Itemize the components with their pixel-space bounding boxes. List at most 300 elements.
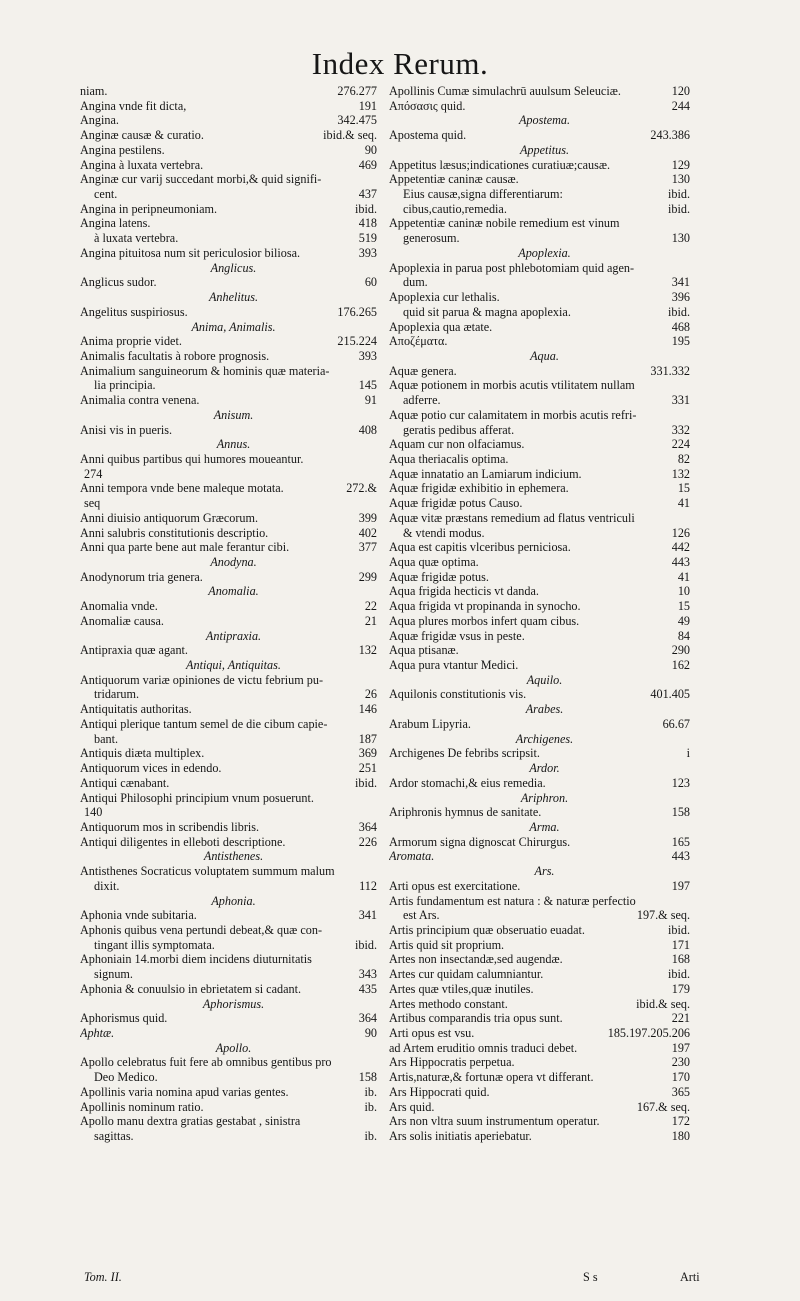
index-entry-continuation <box>389 526 690 541</box>
index-entry <box>80 393 377 408</box>
entry-label: Ars quid. <box>389 1099 435 1114</box>
entry-page-ref: ibid. <box>667 967 690 982</box>
index-entry <box>389 1026 690 1041</box>
index-entry <box>389 923 690 938</box>
heading-label: Ars. <box>534 864 555 879</box>
index-entry <box>389 1129 690 1144</box>
index-heading <box>389 349 690 364</box>
index-entry <box>80 540 377 555</box>
entry-label: Angelitus suspiriosus. <box>80 304 188 319</box>
index-entry <box>389 1100 690 1115</box>
index-entry <box>389 158 690 173</box>
entry-label: Apollo celebratus fuit fere ab omnibus gentibus pro <box>80 1055 332 1070</box>
entry-page-ref: 215.224 <box>337 334 377 349</box>
entry-page-ref: 132 <box>671 466 690 481</box>
entry-page-ref: 172 <box>671 1114 690 1129</box>
heading-label: Apoplexia. <box>518 245 571 260</box>
entry-page-ref: ibid. <box>667 304 690 319</box>
index-entry <box>389 997 690 1012</box>
entry-page-ref: 331 <box>671 393 690 408</box>
entry-page-ref: 399 <box>358 510 377 525</box>
index-entry <box>389 1085 690 1100</box>
index-entry <box>389 614 690 629</box>
index-heading <box>389 791 690 806</box>
index-entry <box>389 599 690 614</box>
entry-label: Aquæ frigidæ exhibitio in ephemera. <box>389 481 569 496</box>
entry-page-ref: 187 <box>358 731 377 746</box>
index-heading <box>389 732 690 747</box>
entry-page-ref: 331.332 <box>650 363 690 378</box>
entry-label: Aphonia vnde subitaria. <box>80 908 197 923</box>
index-entry <box>80 761 377 776</box>
entry-page-ref: ibid. <box>354 937 377 952</box>
entry-label: Apoplexia cur lethalis. <box>389 290 500 305</box>
heading-label: Aqua. <box>530 348 559 363</box>
index-entry-continuation <box>80 687 377 702</box>
entry-page-ref: 49 <box>677 613 690 628</box>
entry-page-ref: 197 <box>671 1040 690 1055</box>
entry-label: Aquæ frigidæ vsus in peste. <box>389 628 525 643</box>
entry-label: quid sit parua & magna apoplexia. <box>403 304 571 319</box>
entry-page-ref: 84 <box>677 628 690 643</box>
index-entry <box>80 511 377 526</box>
index-heading <box>389 113 690 128</box>
index-entry <box>389 746 690 761</box>
entry-label: Artis fundamentum est natura : & naturæ perfectio <box>389 893 636 908</box>
index-entry <box>389 437 690 452</box>
entry-label: Ardor stomachi,& eius remedia. <box>389 775 546 790</box>
entry-label: Aqua plures morbos infert quam cibus. <box>389 613 580 628</box>
index-entry <box>80 776 377 791</box>
index-entry <box>389 835 690 850</box>
index-heading <box>80 555 377 570</box>
index-entry <box>80 1055 377 1070</box>
index-entry <box>80 835 377 850</box>
index-entry <box>80 526 377 541</box>
index-heading <box>389 702 690 717</box>
index-entry <box>80 702 377 717</box>
index-entry <box>80 158 377 173</box>
heading-label: Anhelitus. <box>208 290 259 305</box>
entry-page-ref: 290 <box>671 643 690 658</box>
entry-label: Animalis facultatis à robore prognosis. <box>80 348 270 363</box>
entry-page-ref: 197.& seq. <box>636 908 690 923</box>
entry-page-ref: 299 <box>358 569 377 584</box>
index-entry-continuation <box>389 202 690 217</box>
heading-label: Ardor. <box>529 761 560 776</box>
heading-label: Aphorismus. <box>202 996 265 1011</box>
entry-page-ref: 171 <box>671 937 690 952</box>
heading-label: Antisthenes. <box>203 849 264 864</box>
entry-page-ref: 162 <box>671 658 690 673</box>
entry-page-ref: 468 <box>671 319 690 334</box>
entry-page-ref: 129 <box>671 157 690 172</box>
index-entry <box>389 658 690 673</box>
heading-label: Anima, Animalis. <box>191 319 276 334</box>
index-heading <box>80 997 377 1012</box>
signature-mark: S s <box>583 1270 598 1284</box>
index-entry-continuation <box>80 1070 377 1085</box>
entry-page-ref: 244 <box>671 98 690 113</box>
entry-page-ref: 332 <box>671 422 690 437</box>
index-entry <box>80 599 377 614</box>
entry-label: Artis quid sit proprium. <box>389 937 505 952</box>
entry-label: à luxata vertebra. <box>94 231 179 246</box>
index-entry <box>389 570 690 585</box>
index-entry <box>389 172 690 187</box>
entry-label: Angina pituitosa num sit periculosior biliosa. <box>80 245 301 260</box>
entry-page-ref: 437 <box>358 187 377 202</box>
heading-label: Ariphron. <box>520 790 569 805</box>
index-entry <box>389 334 690 349</box>
entry-label: Aquæ innatatio an Lamiarum indicium. <box>389 466 582 481</box>
index-entry-continuation <box>389 393 690 408</box>
entry-label: Anginæ causæ & curatio. <box>80 128 204 143</box>
index-entry-continuation <box>80 938 377 953</box>
entry-label: Aquæ vitæ præstans remedium ad flatus ventriculi <box>389 510 635 525</box>
entry-label: Angina pestilens. <box>80 142 165 157</box>
index-entry-continuation <box>389 908 690 923</box>
entry-page-ref: 145 <box>358 378 377 393</box>
entry-page-ref: 170 <box>671 1070 690 1085</box>
index-entry <box>80 202 377 217</box>
index-entry <box>389 629 690 644</box>
index-heading <box>389 761 690 776</box>
entry-page-ref: 224 <box>671 437 690 452</box>
entry-page-ref: 418 <box>358 216 377 231</box>
index-entry <box>80 908 377 923</box>
entry-page-ref: 243.386 <box>650 128 690 143</box>
entry-label: Aphoniain 14.morbi diem incidens diuturnitatis <box>80 952 312 967</box>
entry-label: lia principia. <box>94 378 156 393</box>
index-heading <box>80 894 377 909</box>
entry-label: Aqua est capitis vlceribus perniciosa. <box>389 540 571 555</box>
index-entry <box>80 364 377 379</box>
index-entry <box>80 423 377 438</box>
index-entry <box>389 1055 690 1070</box>
entry-label: signum. <box>94 967 133 982</box>
entry-label: Deo Medico. <box>94 1070 158 1085</box>
entry-label: Aqua quæ optima. <box>389 555 479 569</box>
index-entry <box>80 1100 377 1115</box>
entry-page-ref: 402 <box>358 525 377 540</box>
index-entry-continuation <box>80 378 377 393</box>
entry-label: tridarum. <box>94 687 140 702</box>
index-entry <box>80 452 377 467</box>
entry-page-ref: 226 <box>358 834 377 849</box>
entry-label: Aquæ frigidæ potus. <box>389 569 489 584</box>
index-entry <box>80 349 377 364</box>
entry-page-ref: 364 <box>358 1011 377 1026</box>
entry-label: Anni salubris constitutionis descriptio. <box>80 525 269 540</box>
entry-page-ref: 369 <box>358 746 377 761</box>
index-entry <box>389 879 690 894</box>
entry-label: Aqua frigida vt propinanda in synocho. <box>389 599 581 614</box>
index-entry <box>389 717 690 732</box>
heading-label: Arabes. <box>525 702 564 717</box>
entry-label: Artes quæ vtiles,quæ inutiles. <box>389 981 534 996</box>
entry-page-ref: ib. <box>364 1129 377 1144</box>
entry-label: Artes non insectandæ,sed augendæ. <box>389 952 563 967</box>
index-entry-continuation <box>80 967 377 982</box>
entry-label: niam. <box>80 84 108 98</box>
entry-label: Antiquorum vices in edendo. <box>80 761 222 776</box>
index-entry <box>389 320 690 335</box>
entry-label: Aqua frigida hecticis vt danda. <box>389 584 539 599</box>
entry-page-ref: 408 <box>358 422 377 437</box>
entry-label: Aquæ frigidæ potus Causo. <box>389 496 523 511</box>
entry-page-ref: 112 <box>359 878 377 893</box>
index-entry <box>389 687 690 702</box>
heading-label: Archigenes. <box>515 731 574 746</box>
index-entry <box>389 408 690 423</box>
entry-label: ad Artem eruditio omnis traduci debet. <box>389 1040 578 1055</box>
index-entry <box>389 84 690 99</box>
entry-page-ref: 469 <box>358 157 377 172</box>
heading-label: Apollo. <box>215 1040 252 1055</box>
index-heading <box>80 1041 377 1056</box>
heading-label: Annus. <box>216 437 251 452</box>
entry-page-ref: 443 <box>671 849 690 864</box>
entry-page-ref: 377 <box>358 540 377 555</box>
entry-label: Aquilonis constitutionis vis. <box>389 687 527 702</box>
index-entry <box>80 982 377 997</box>
heading-label: Anomalia. <box>208 584 259 599</box>
index-entry <box>389 1070 690 1085</box>
index-heading <box>80 584 377 599</box>
entry-label: Eius causæ,signa differentiarum: <box>403 187 563 202</box>
entry-label: sagittas. <box>94 1129 134 1144</box>
index-entry <box>389 1114 690 1129</box>
index-heading <box>389 820 690 835</box>
entry-page-ref: 41 <box>677 569 690 584</box>
entry-label: Antisthenes Socraticus voluptatem summum malum <box>80 864 335 879</box>
entry-label: Antiqui cænabant. <box>80 775 170 790</box>
entry-page-ref: 82 <box>677 451 690 466</box>
entry-page-ref: 90 <box>364 1026 377 1040</box>
entry-label: Animalium sanguineorum & hominis quæ materia- <box>80 363 330 378</box>
index-entry <box>389 481 690 496</box>
entry-label: Aromata. <box>389 849 435 864</box>
index-entry <box>80 99 377 114</box>
volume-label: Tom. II. <box>84 1270 122 1284</box>
entry-page-ref: 158 <box>671 805 690 820</box>
entry-label: generosum. <box>403 231 460 246</box>
entry-label: Aquam cur non olfaciamus. <box>389 437 525 452</box>
entry-label: Artis,naturæ,& fortunæ opera vt differant. <box>389 1070 594 1085</box>
entry-page-ref: 21 <box>364 613 377 628</box>
entry-label: Anglicus sudor. <box>80 275 157 290</box>
entry-page-ref: 342.475 <box>337 113 377 128</box>
entry-page-ref: 272.& <box>346 481 377 496</box>
entry-label: Artes cur quidam calumniantur. <box>389 967 544 982</box>
index-heading <box>80 629 377 644</box>
index-entry-continuation <box>80 231 377 246</box>
entry-page-ref: 185.197.205.206 <box>607 1026 690 1040</box>
index-continuation-text: 140 <box>84 805 103 820</box>
index-entry <box>389 894 690 909</box>
entry-label: & vtendi modus. <box>403 525 485 540</box>
entry-label: Apollo manu dextra gratias gestabat , sinistra <box>80 1114 301 1129</box>
index-entry <box>389 364 690 379</box>
index-entry <box>80 952 377 967</box>
index-heading <box>80 658 377 673</box>
heading-label: Anodyna. <box>210 555 257 569</box>
index-entry <box>389 378 690 393</box>
entry-page-ref: 41 <box>677 496 690 511</box>
entry-label: cent. <box>94 187 118 202</box>
entry-page-ref: 251 <box>358 761 377 776</box>
entry-page-ref: ibid. <box>354 775 377 790</box>
entry-page-ref: ibid. <box>667 922 690 937</box>
index-entry <box>389 216 690 231</box>
index-entry <box>389 1041 690 1056</box>
entry-label: Apollinis nominum ratio. <box>80 1099 204 1114</box>
entry-page-ref: 130 <box>671 172 690 187</box>
index-entry <box>80 334 377 349</box>
index-entry <box>389 982 690 997</box>
entry-label: Apollinis Cumæ simulachrū auulsum Seleuciæ. <box>389 84 621 98</box>
index-entry <box>80 746 377 761</box>
entry-page-ref: 393 <box>358 245 377 260</box>
entry-label: Ars solis initiatis aperiebatur. <box>389 1129 532 1144</box>
entry-label: Appetentiæ caninæ causæ. <box>389 172 519 187</box>
index-column-left <box>80 84 377 1144</box>
index-entry <box>80 820 377 835</box>
entry-label: Aqua theriacalis optima. <box>389 451 509 466</box>
entry-page-ref: 167.& seq. <box>636 1099 690 1114</box>
entry-label: Appetitus læsus;indicationes curatiuæ;causæ. <box>389 157 611 172</box>
entry-label: Αποζέματα. <box>389 334 448 349</box>
index-entry <box>80 643 377 658</box>
entry-label: Antiqui diligentes in elleboti descriptione. <box>80 834 286 849</box>
index-heading <box>389 673 690 688</box>
heading-label: Antiqui, Antiquitas. <box>186 658 281 673</box>
entry-page-ref: 443 <box>671 555 690 569</box>
entry-label: cibus,cautio,remedia. <box>403 201 507 216</box>
entry-label: Anginæ cur varij succedant morbi,& quid signifi- <box>80 172 322 187</box>
entry-label: Ars non vltra suum instrumentum operatur. <box>389 1114 600 1129</box>
index-entry <box>389 938 690 953</box>
entry-page-ref: 123 <box>671 775 690 790</box>
entry-page-ref: ibid.& seq. <box>636 996 690 1011</box>
catchword: Arti <box>680 1270 700 1284</box>
entry-label: Apoplexia qua ætate. <box>389 319 493 334</box>
entry-label: Angina. <box>80 113 119 128</box>
index-entry <box>80 113 377 128</box>
index-entry-continuation <box>80 879 377 894</box>
entry-label: dum. <box>403 275 428 290</box>
entry-page-ref: 364 <box>358 819 377 834</box>
entry-page-ref: ib. <box>364 1084 377 1099</box>
entry-page-ref: 343 <box>358 967 377 982</box>
index-entry <box>389 584 690 599</box>
entry-page-ref: 230 <box>671 1055 690 1070</box>
index-heading <box>80 408 377 423</box>
entry-page-ref: 146 <box>358 702 377 717</box>
entry-label: Angina vnde fit dicta, <box>80 98 187 113</box>
entry-label: Antiquitatis authoritas. <box>80 702 192 717</box>
entry-page-ref: 180 <box>671 1129 690 1144</box>
entry-page-ref: 176.265 <box>337 304 377 319</box>
index-column-right <box>389 84 690 1144</box>
entry-page-ref: 90 <box>364 142 377 157</box>
entry-label: Anodynorum tria genera. <box>80 569 203 584</box>
entry-label: dixit. <box>94 878 120 893</box>
entry-label: est Ars. <box>403 908 440 923</box>
entry-label: Anni tempora vnde bene maleque motata. <box>80 481 284 496</box>
index-entry <box>389 128 690 143</box>
index-entry <box>389 849 690 864</box>
entry-label: bant. <box>94 731 119 746</box>
entry-page-ref: 276.277 <box>337 84 377 98</box>
entry-label: Angina latens. <box>80 216 151 231</box>
entry-page-ref: 393 <box>358 348 377 363</box>
index-entry-continuation <box>389 187 690 202</box>
entry-label: Aquæ potio cur calamitatem in morbis acutis refri- <box>389 407 637 422</box>
index-entry <box>389 496 690 511</box>
entry-label: Anomalia vnde. <box>80 599 158 614</box>
entry-label: Aphonia & conuulsio in ebrietatem si cadant. <box>80 981 302 996</box>
entry-page-ref: i <box>686 746 690 761</box>
index-entry <box>389 467 690 482</box>
entry-page-ref: 120 <box>671 84 690 98</box>
entry-label: Archigenes De febribs scripsit. <box>389 746 540 761</box>
entry-page-ref: 365 <box>671 1084 690 1099</box>
entry-label: Aqua ptisanæ. <box>389 643 459 658</box>
index-entry-continuation <box>389 423 690 438</box>
index-entry-continuation <box>80 187 377 202</box>
entry-label: Antiquis diæta multiplex. <box>80 746 205 761</box>
index-entry <box>80 570 377 585</box>
index-entry <box>80 864 377 879</box>
index-entry-continuation <box>389 305 690 320</box>
entry-page-ref: 519 <box>358 231 377 246</box>
index-entry-continuation <box>389 275 690 290</box>
index-entry-continuation <box>80 732 377 747</box>
entry-page-ref: ibid.& seq. <box>323 128 377 143</box>
entry-label: Arti opus est vsu. <box>389 1026 475 1040</box>
index-entry-continuation <box>389 231 690 246</box>
entry-page-ref: 401.405 <box>650 687 690 702</box>
index-entry <box>80 84 377 99</box>
index-heading <box>80 320 377 335</box>
entry-page-ref: 442 <box>671 540 690 555</box>
entry-page-ref: 221 <box>671 1011 690 1026</box>
index-entry <box>80 305 377 320</box>
entry-label: Anomaliæ causa. <box>80 613 164 628</box>
entry-label: Antiquorum variæ opiniones de victu febrium pu- <box>80 672 324 687</box>
entry-label: Antiqui Philosophi principium vnum posuerunt. <box>80 790 314 805</box>
index-entry <box>80 275 377 290</box>
index-entry <box>80 246 377 261</box>
heading-label: Arma. <box>529 819 560 834</box>
index-entry <box>389 776 690 791</box>
entry-page-ref: 26 <box>364 687 377 702</box>
index-entry <box>80 1114 377 1129</box>
entry-label: adferre. <box>403 393 441 408</box>
entry-label: Anisi vis in pueris. <box>80 422 173 437</box>
index-entry <box>389 643 690 658</box>
index-entry-continuation <box>80 1129 377 1144</box>
index-entry <box>80 1026 377 1041</box>
entry-page-ref: 179 <box>671 981 690 996</box>
index-entry <box>80 216 377 231</box>
index-entry <box>80 791 377 806</box>
index-entry <box>80 172 377 187</box>
entry-label: Anni qua parte bene aut male ferantur cibi. <box>80 540 290 555</box>
entry-page-ref: 195 <box>671 334 690 349</box>
